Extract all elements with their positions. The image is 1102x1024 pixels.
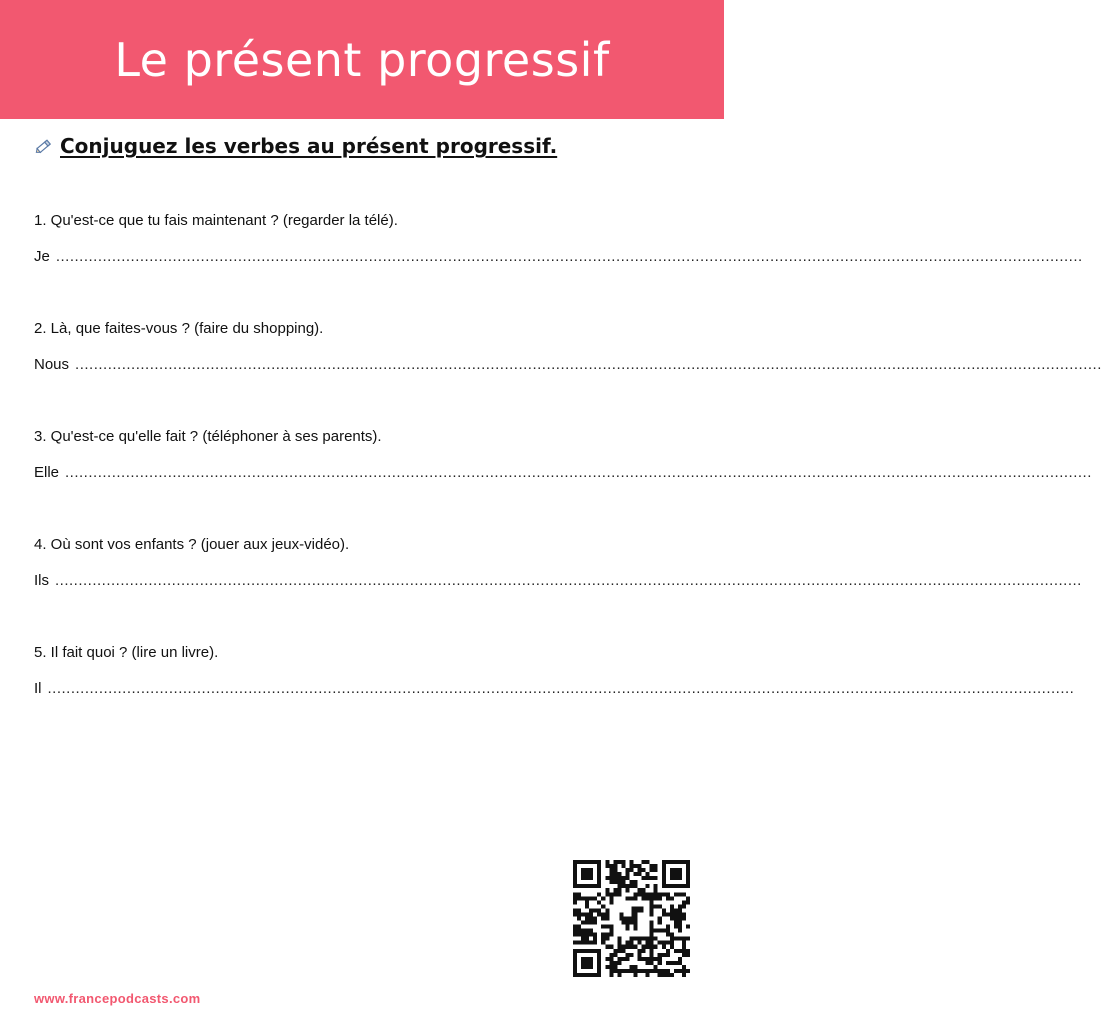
question-text: 5. Il fait quoi ? (lire un livre).	[34, 644, 219, 661]
exercise-3	[34, 427, 1092, 483]
answer-subject: Je	[34, 248, 50, 265]
answer-blank[interactable]: ............................................................................................................................................................................................................................	[47, 680, 1075, 697]
exercise-1	[34, 211, 1083, 267]
answer-subject: Il	[34, 680, 42, 697]
question-text: 4. Où sont vos enfants ? (jouer aux jeux-vidéo).	[34, 536, 350, 553]
answer-line[interactable]	[34, 355, 1102, 375]
answer-blank[interactable]: ............................................................................................................................................................................................................................	[55, 572, 1082, 589]
answer-blank[interactable]: ............................................................................................................................................................................................................................	[65, 464, 1092, 481]
instruction-text: Conjuguez les verbes au présent progressif.	[60, 134, 558, 158]
answer-blank[interactable]: ............................................................................................................................................................................................................................	[55, 248, 1083, 265]
answer-line[interactable]	[34, 247, 1083, 267]
instruction	[34, 134, 557, 158]
exercise-4	[34, 535, 1082, 591]
answer-subject: Nous	[34, 356, 70, 373]
website-link[interactable]: www.francepodcasts.com	[34, 991, 201, 1006]
question-text: 3. Qu'est-ce qu'elle fait ? (téléphoner à ses parents).	[34, 428, 382, 445]
exercise-5	[34, 643, 1075, 699]
question-text: 2. Là, que faites-vous ? (faire du shopping).	[34, 320, 324, 337]
qr-code[interactable]	[573, 860, 690, 977]
answer-blank[interactable]: ............................................................................................................................................................................................................................	[75, 356, 1102, 373]
answer-line[interactable]	[34, 463, 1092, 483]
exercise-2	[34, 319, 1102, 375]
question-text: 1. Qu'est-ce que tu fais maintenant ? (regarder la télé).	[34, 212, 398, 229]
answer-line[interactable]	[34, 571, 1082, 591]
pencil-icon	[34, 136, 54, 156]
answer-subject: Ils	[34, 572, 49, 589]
answer-line[interactable]	[34, 679, 1075, 699]
title-banner	[0, 0, 724, 119]
answer-subject: Elle	[34, 464, 60, 481]
page-title: Le présent progressif	[114, 32, 610, 87]
